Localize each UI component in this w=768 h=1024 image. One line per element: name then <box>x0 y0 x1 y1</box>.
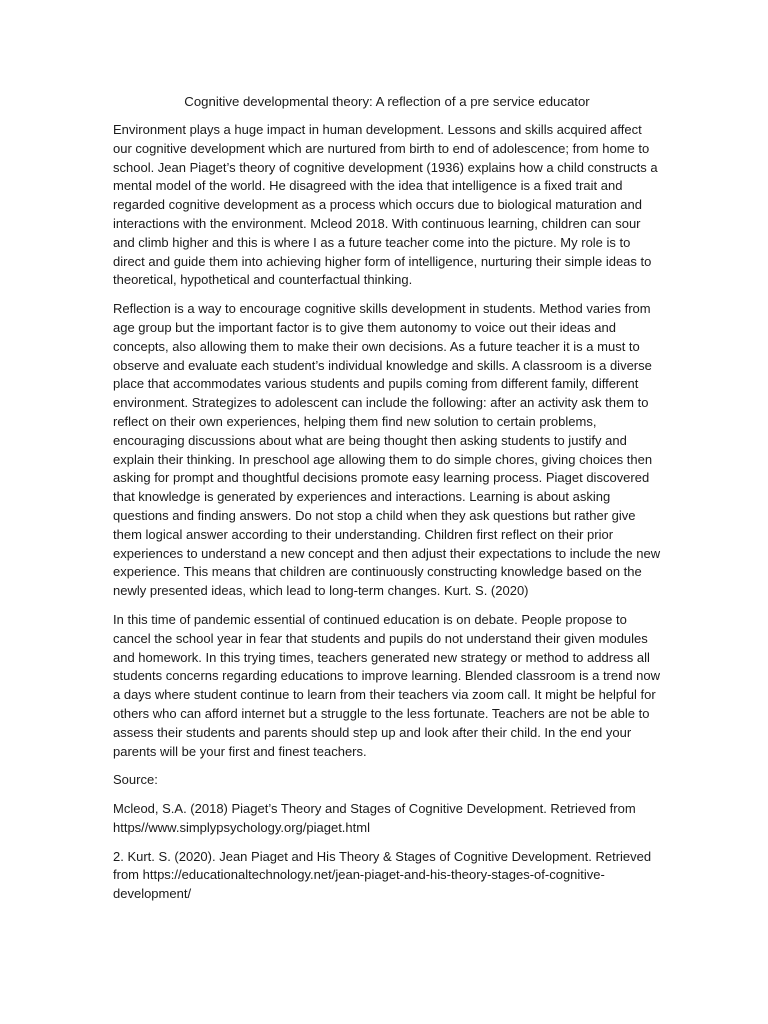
document-title: Cognitive developmental theory: A reflection of a pre service educator <box>184 94 590 109</box>
paragraph-reflection: Reflection is a way to encourage cognitive skills development in students. Method varies from age group but the important factor is to give them autonomy to voice out their ideas and concepts, also allowing them to make their own decisions. As a future teacher it is a must to observe and evaluate each student’s individual knowledge and skills. A classroom is a diverse place that accommodates various students and pupils coming from different family, different environment. Strategizes to adolescent can include the following: after an activity ask them to reflect on their own experiences, helping them find new solution to certain problems, encouraging discussions about what are being thought then asking students to justify and explain their thinking. In preschool age allowing them to do simple chores, giving choices then asking for prompt and thoughtful decisions promote easy learning process. Piaget discovered that knowledge is generated by experiences and interactions. Learning is about asking questions and finding answers. Do not stop a child when they ask questions but rather give them logical answer according to their understanding. Children first reflect on their prior experiences to understand a new concept and then adjust their expectations to include the new experience. This means that children are continuously constructing knowledge based on the newly presented ideas, which lead to long-term changes. Kurt. S. (2020) <box>113 301 661 599</box>
reference-mcleod: Mcleod, S.A. (2018) Piaget’s Theory and Stages of Cognitive Development. Retrieved from https//www.simplypsychology.org/piaget.html <box>113 801 636 835</box>
paragraph-intro: Environment plays a huge impact in human development. Lessons and skills acquired affect our cognitive development which are nurtured from birth to end of adolescence; from home to school. Jean Piaget’s theory of cognitive development (1936) explains how a child constructs a mental model of the world. He disagreed with the idea that intelligence is a fixed trait and regarded cognitive development as a process which occurs due to biological maturation and interactions with the environment. Mcleod 2018. With continuous learning, children can sour and climb higher and this is where I as a future teacher come into the picture. My role is to direct and guide them into achieving higher form of intelligence, nurturing their simple ideas to theoretical, hypothetical and counterfactual thinking. <box>113 122 658 288</box>
paragraph-pandemic: In this time of pandemic essential of continued education is on debate. People propose to cancel the school year in fear that students and pupils do not understand their given modules and homework. In this trying times, teachers generated new strategy or method to address all students concerns regarding educations to improve learning. Blended classroom is a trend now a days where student continue to learn from their teachers via zoom call. It might be helpful for others who can afford internet but a struggle to the less fortunate. Teachers are not be able to assess their students and parents should step up and look after their child. In the end your parents will be your first and finest teachers. <box>113 611 661 759</box>
source-label: Source: <box>113 772 158 788</box>
reference-kurt: 2. Kurt. S. (2020). Jean Piaget and His Theory & Stages of Cognitive Development. Retrieved from https://educationaltechnology.net/jean-piaget-and-his-theory-stages-of-cognitive-development/ <box>113 848 652 902</box>
document-page <box>113 92 661 914</box>
